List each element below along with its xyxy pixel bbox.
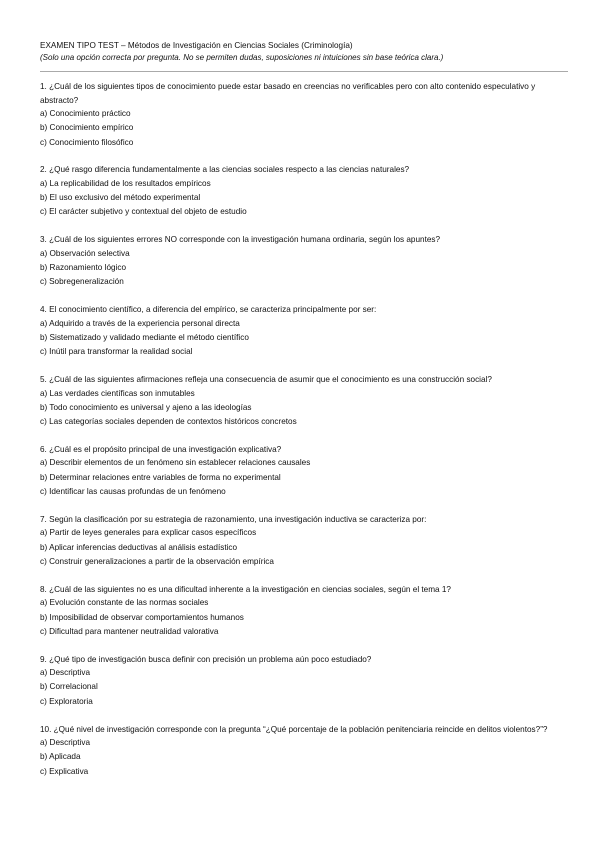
question-3 — [40, 233, 568, 289]
question-stem: 5. ¿Cuál de las siguientes afirmaciones refleja una consecuencia de asumir que el conocimiento es una construcción social? — [40, 375, 492, 385]
exam-instructions: (Solo una opción correcta por pregunta. No se permiten dudas, suposiciones ni intuiciones sin base teórica clara.) — [40, 53, 444, 62]
answer-option: b) Correlacional — [40, 682, 98, 692]
answer-option: b) El uso exclusivo del método experimental — [40, 193, 201, 203]
question-stem: 6. ¿Cuál es el propósito principal de una investigación explicativa? — [40, 444, 282, 454]
answer-option: b) Todo conocimiento es universal y ajeno a las ideologías — [40, 402, 252, 412]
question-5 — [40, 373, 568, 429]
answer-option: b) Conocimiento empírico — [40, 123, 134, 133]
answer-option: c) El carácter subjetivo y contextual del objeto de estudio — [40, 207, 247, 217]
answer-option: a) Observación selectiva — [40, 248, 130, 258]
question-stem: 9. ¿Qué tipo de investigación busca definir con precisión un problema aún poco estudiado? — [40, 654, 372, 664]
answer-option: c) Inútil para transformar la realidad social — [40, 347, 193, 357]
answer-option: b) Determinar relaciones entre variables de forma no experimental — [40, 472, 281, 482]
question-1 — [40, 80, 568, 150]
answer-option: a) Evolución constante de las normas sociales — [40, 598, 209, 608]
answer-option: a) Descriptiva — [40, 738, 91, 748]
answer-option: a) Conocimiento práctico — [40, 109, 131, 118]
answer-option: c) Sobregeneralización — [40, 277, 124, 287]
question-stem: 3. ¿Cuál de los siguientes errores NO corresponde con la investigación humana ordinaria, según los apuntes? — [40, 235, 441, 245]
question-9 — [40, 653, 568, 709]
answer-option: a) La replicabilidad de los resultados empíricos — [40, 178, 211, 188]
answer-option: a) Adquirido a través de la experiencia personal directa — [40, 318, 240, 328]
answer-option: c) Dificultad para mantener neutralidad valorativa — [40, 626, 219, 636]
answer-option: b) Sistematizado y validado mediante el método científico — [40, 332, 249, 342]
exam-page — [40, 40, 568, 792]
answer-option: b) Imposibilidad de observar comportamientos humanos — [40, 612, 244, 622]
answer-option: a) Las verdades científicas son inmutables — [40, 388, 195, 398]
exam-title: EXAMEN TIPO TEST – Métodos de Investigación en Ciencias Sociales (Criminología) — [40, 41, 353, 50]
question-stem: 2. ¿Qué rasgo diferencia fundamentalmente a las ciencias sociales respecto a las ciencias naturales? — [40, 165, 410, 175]
question-stem: 8. ¿Cuál de las siguientes no es una dificultad inherente a la investigación en ciencias sociales, según el tema 1? — [40, 584, 451, 594]
answer-option: a) Describir elementos de un fenómeno sin establecer relaciones causales — [40, 458, 311, 468]
answer-option: c) Exploratoria — [40, 696, 93, 706]
question-list — [40, 80, 568, 779]
answer-option: c) Construir generalizaciones a partir de la observación empírica — [40, 556, 274, 566]
answer-option: a) Descriptiva — [40, 668, 91, 678]
question-7 — [40, 513, 568, 569]
question-2 — [40, 163, 568, 219]
question-stem: 10. ¿Qué nivel de investigación corresponde con la pregunta “¿Qué porcentaje de la población penitenciaria reincide en delitos violentos?”? — [40, 724, 548, 734]
question-8 — [40, 583, 568, 639]
question-10 — [40, 723, 568, 779]
question-4 — [40, 303, 568, 359]
answer-option: b) Aplicar inferencias deductivas al análisis estadístico — [40, 542, 238, 552]
question-stem: 1. ¿Cuál de los siguientes tipos de conocimiento puede estar basado en creencias no verificables pero con alto contenido especulativo y abstracto? — [40, 82, 536, 105]
question-stem: 7. Según la clasificación por su estrategia de razonamiento, una investigación inductiva se caracteriza por: — [40, 514, 427, 524]
answer-option: c) Identificar las causas profundas de un fenómeno — [40, 487, 226, 497]
question-6 — [40, 443, 568, 499]
answer-option: c) Las categorías sociales dependen de contextos históricos concretos — [40, 417, 297, 427]
answer-option: b) Razonamiento lógico — [40, 263, 127, 273]
divider — [40, 71, 568, 72]
answer-option: c) Explicativa — [40, 766, 89, 776]
question-stem: 4. El conocimiento científico, a diferencia del empírico, se caracteriza principalmente por ser: — [40, 305, 377, 315]
answer-option: a) Partir de leyes generales para explicar casos específicos — [40, 528, 257, 538]
answer-option: c) Conocimiento filosófico — [40, 137, 134, 147]
answer-option: b) Aplicada — [40, 752, 81, 762]
